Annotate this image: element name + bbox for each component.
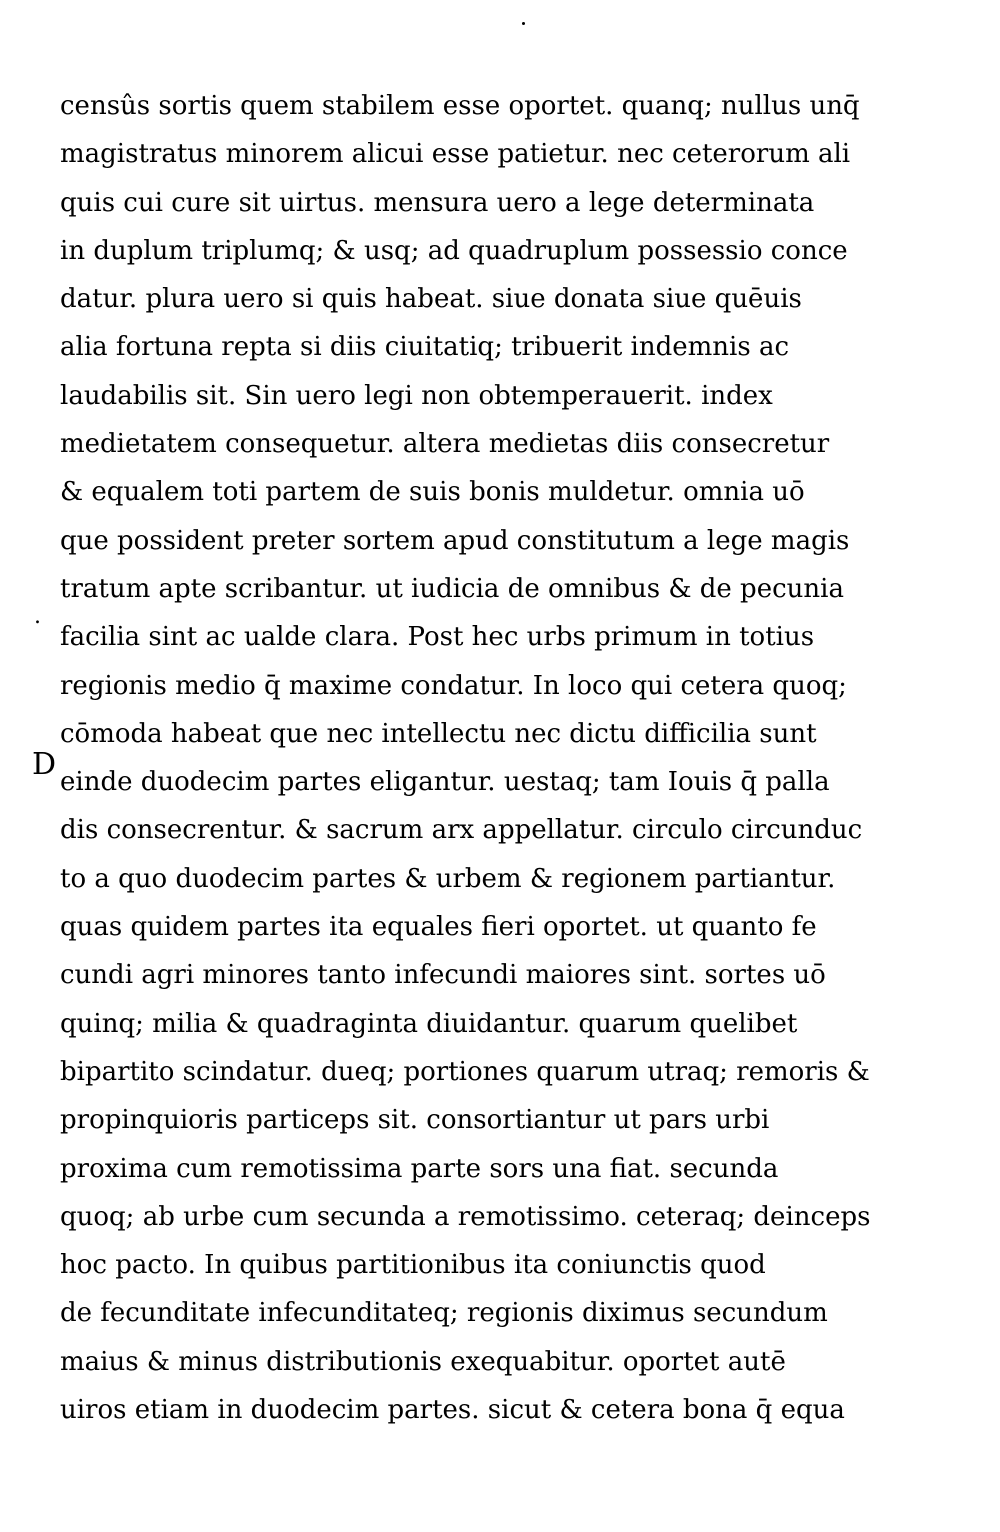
text-line: & equalem toti partem de suis bonis muldetur. omnia uō <box>60 477 805 508</box>
stray-ink-dot <box>522 22 525 25</box>
text-line: laudabilis sit. Sin uero legi non obtemperauerit. index <box>60 380 773 411</box>
text-line: quis cui cure sit uirtus. mensura uero a lege determinata <box>60 187 815 218</box>
text-line: regionis medio q̄ maxime condatur. In loco qui cetera quoq; <box>60 670 847 701</box>
manuscript-text <box>60 82 940 1434</box>
text-line: datur. plura uero si quis habeat. siue donata siue quēuis <box>60 284 802 315</box>
text-line: einde duodecim partes eligantur. uestaq; tam Iouis q̄ palla <box>60 767 830 798</box>
text-line: que possident preter sortem apud constitutum a lege magis <box>60 525 850 556</box>
margin-dot: . <box>34 604 41 629</box>
text-line: to a quo duodecim partes & urbem & regionem partiantur. <box>60 863 836 894</box>
text-line: quoq; ab urbe cum secunda a remotissimo. ceteraq; deinceps <box>60 1201 871 1232</box>
text-line: in duplum triplumq; & usq; ad quadruplum possessio conce <box>60 235 848 266</box>
text-line: de fecunditate infecunditateq; regionis diximus secundum <box>60 1298 828 1329</box>
text-line: quinq; milia & quadraginta diuidantur. quarum quelibet <box>60 1008 798 1039</box>
text-line: uiros etiam in duodecim partes. sicut & cetera bona q̄ equa <box>60 1395 845 1426</box>
text-line: maius & minus distributionis exequabitur. oportet autē <box>60 1346 786 1377</box>
text-line: hoc pacto. In quibus partitionibus ita coniunctis quod <box>60 1250 766 1281</box>
text-line: censûs sortis quem stabilem esse oportet. quanq; nullus unq̄ <box>60 91 860 121</box>
text-line: propinquioris particeps sit. consortiantur ut pars urbi <box>60 1105 770 1136</box>
text-line: proxima cum remotissima parte sors una fiat. secunda <box>60 1153 779 1184</box>
text-line: dis consecrentur. & sacrum arx appellatur. circulo circunduc <box>60 815 863 846</box>
text-line: cōmoda habeat que nec intellectu nec dictu difficilia sunt <box>60 718 817 749</box>
margin-initial-d: D <box>32 747 57 782</box>
text-line: bipartito scindatur. dueq; portiones quarum utraq; remoris & <box>60 1056 870 1087</box>
text-line: cundi agri minores tanto infecundi maiores sint. sortes uō <box>60 960 826 991</box>
text-line: medietatem consequetur. altera medietas diis consecretur <box>60 429 830 460</box>
text-line: magistratus minorem alicui esse patietur. nec ceterorum ali <box>60 139 851 170</box>
text-line: quas quidem partes ita equales fieri oportet. ut quanto fe <box>60 912 817 943</box>
text-line: tratum apte scribantur. ut iudicia de omnibus & de pecunia <box>60 573 844 604</box>
text-line: alia fortuna repta si diis ciuitatiq; tribuerit indemnis ac <box>60 332 790 363</box>
text-line: facilia sint ac ualde clara. Post hec urbs primum in totius <box>60 622 815 653</box>
